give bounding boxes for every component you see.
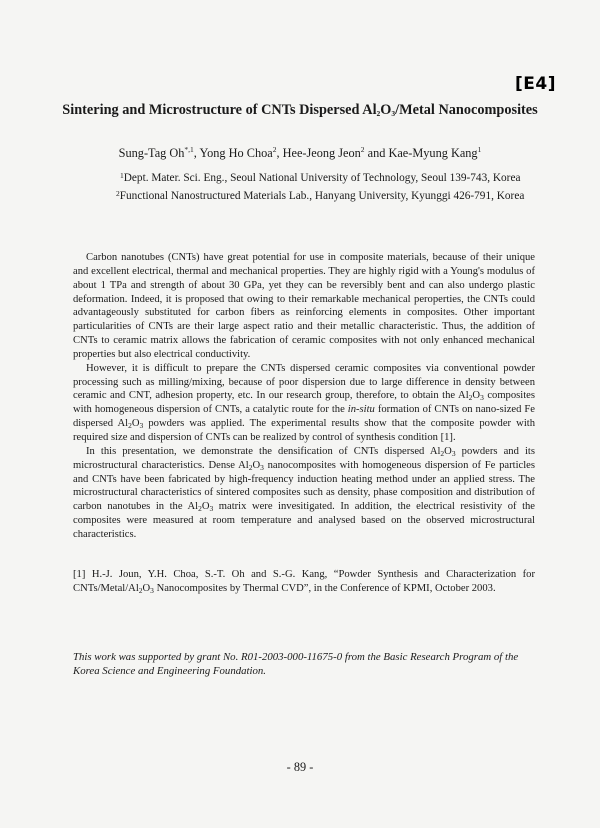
text-run: Nanocomposites by Thermal CVD”, in the Conference of KPMI, October 2003. <box>153 582 496 594</box>
page-number: - 89 - <box>286 760 314 774</box>
title-text: Sintering and Microstructure of CNTs Dispersed Al <box>62 102 377 118</box>
author-name: Sung-Tag Oh <box>118 146 185 160</box>
affiliation-1 <box>116 172 590 184</box>
paper-title <box>0 102 600 119</box>
chem-subscript: 3 <box>139 421 144 431</box>
affiliation-text: Functional Nanostructured Materials Lab., Hanyang University, Kyunggi 426-791, Korea <box>119 190 525 202</box>
chem-subscript: 2 <box>468 393 473 403</box>
paragraph-2 <box>73 362 535 445</box>
chem-subscript: 2 <box>138 585 143 595</box>
title-text: /Metal Nanocomposites <box>395 102 538 118</box>
text-run: nanocomposites with homogeneous dispersion of Fe particles and CNTs have been fabricated by high-frequency induction heating method under an applied stress. The microstructural characteristics of sintered composites such as density, phase composition and distribution of carbon nanotubes in the Al <box>73 459 535 513</box>
text-run: [1] H.-J. Joun, Y.H. Choa, S.-T. Oh and S.-G. Kang, “Powder Synthesis and Characterization for CNTs/Metal/Al <box>73 569 535 594</box>
chem-subscript: 2 <box>440 448 445 458</box>
author-list <box>0 146 600 161</box>
author-name: , Yong Ho Choa <box>193 146 273 160</box>
paragraph-1: Carbon nanotubes (CNTs) have great potential for use in composite materials, because of their unique and excellent electrical, thermal and mechanical properties. They are highly rigid with a Young's modulus of about 1 TPa and strength of about 30 GPa, yet they can be reversibly bent and can also undergo plastic deformation. Indeed, it is proposed that owing to their remarkable mechanical peroperties, the CNTs could advantageously substituted for carbon fibers as reinforcing elements in composites. Other important particularities of CNTs are their large aspect ratio and their metallic characteristic. Thus, the addition of CNTs to ceramic matrix allows the fabrication of ceramic composites with not only enhanced mechanical properties but also electrical conductivity. <box>73 252 535 360</box>
chem-subscript: 2 <box>128 421 132 431</box>
abstract-body <box>73 251 535 542</box>
italic-text: in-situ <box>347 404 375 416</box>
title-subscript: 3 <box>391 109 396 118</box>
author-superscript: 2 <box>272 145 277 154</box>
chem-text: O <box>444 445 452 457</box>
chem-subscript: 3 <box>260 462 264 472</box>
reference-1 <box>73 568 535 596</box>
text-run: matrix were invesitigated. In addition, the electrical resistivity of the composites were measured at room temperature and analysed based on the observed microstructural characteristics. <box>73 501 536 540</box>
chem-subscript: 3 <box>209 504 214 514</box>
section-tag: [E4] <box>515 74 556 94</box>
affiliation-2 <box>116 190 586 202</box>
chem-subscript: 3 <box>480 393 484 403</box>
acknowledgement: This work was supported by grant No. R01-2003-000-11675-0 from the Basic Research Program of the Korea Science and Engineering Foundation. <box>73 651 519 677</box>
text-run: However, it is difficult to prepare the CNTs dispersed ceramic composites via conventional powder processing such as milling/mixing, because of poor dispersion due to large difference in density between ceramic and CNT, adhesion property, etc. In our research group, therefore, to obtain the Al <box>73 362 535 402</box>
author-name: , Hee-Jeong Jeon <box>276 146 361 160</box>
author-superscript: 1 <box>477 145 482 154</box>
affiliation-superscript: 1 <box>120 171 124 180</box>
chem-text: O <box>252 459 261 471</box>
text-run: powders and its microstructural characteristics. Dense Al <box>73 445 535 471</box>
author-name: and Kae-Myung Kang <box>364 146 478 160</box>
author-superscript: 2 <box>360 145 365 154</box>
chem-subscript: 2 <box>198 504 202 514</box>
text-run: powders was applied. The experimental results show that the composite powder with required size and dispersion of CNTs can be realized by control of synthesis condition [1]. <box>73 418 535 443</box>
chem-text: O <box>142 582 151 594</box>
title-subscript: 2 <box>376 109 381 118</box>
author-superscript: *,1 <box>184 145 194 154</box>
title-text: O <box>380 102 392 118</box>
affiliation-text: Dept. Mater. Sci. Eng., Seoul National University of Technology, Seoul 139-743, Korea <box>123 172 521 184</box>
text-run: composites with homogeneous dispersion of CNTs, a catalytic route for the <box>73 390 535 416</box>
text-run: formation of CNTs on nano-sized Fe dispersed Al <box>73 404 535 430</box>
text-run: In this presentation, we demonstrate the densification of CNTs dispersed Al <box>86 445 441 457</box>
paragraph-3 <box>73 445 535 542</box>
chem-text: O <box>201 501 210 513</box>
chem-subscript: 3 <box>451 448 456 458</box>
affiliation-superscript: 2 <box>116 189 120 198</box>
chem-text: O <box>131 418 140 430</box>
chem-subscript: 2 <box>248 462 253 472</box>
chem-subscript: 3 <box>150 585 154 595</box>
chem-text: O <box>472 390 481 402</box>
